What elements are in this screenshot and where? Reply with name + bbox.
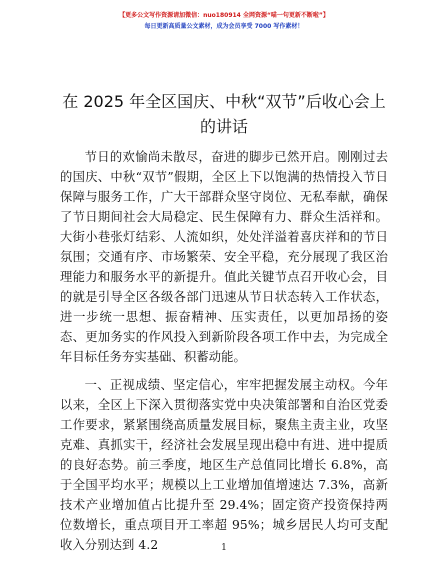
paragraph-intro: 节日的欢愉尚未散尽，奋进的脚步已然开启。刚刚过去的国庆、中秋“双节”假期，全区上下以饱满的热情投入节日保障与服务工作，广大干部群众坚守岗位、无私奉献，确保了节日期间社会大局稳定、民生保障有力、群众生活祥和。大街小巷张灯结彩、人流如织，处处洋溢着喜庆祥和的节日氛围；交通有序、市场繁荣、安全平稳，充分展现了我区治理能力和服务水平的新提升。值此关键节点召开收心会，目的就是引导全区各级各部门迅速从节日状态转入工作状态，进一步统一思想、振奋精神、压实责任，以更加昂扬的姿态、更加务实的作风投入到新阶段各项工作中去，为完成全年目标任务夯实基础、积蓄动能。 bbox=[60, 150, 388, 364]
document-body bbox=[60, 147, 388, 555]
page-number: 1 bbox=[221, 543, 227, 553]
paragraph-section-1: 一、正视成绩、坚定信心，牢牢把握发展主动权。今年以来，全区上下深入贯彻落实党中央决策部署和自治区党委工作要求，紧紧围绕高质量发展目标，聚焦主责主业，攻坚克难、真抓实干，经济社会发展呈现出稳中有进、进中提质的良好态势。前三季度，地区生产总值同比增长 6.8%，高于全国平均水平；规模以上工业增加值增速达 7.3%，高新技术产业增加值占比提升至 29.4%；固定资产投资保持两位数增长，重点项目开工率超 95%；城乡居民人均可支配收入分别达到 4.2 bbox=[60, 378, 388, 552]
promo-banner-line-1: 【更多公文写作资源请加微信：nuo180914 全网资源“喵一句更新不断啦”】 bbox=[119, 12, 329, 19]
promo-banner-line-2: 每日更新高质量公文素材，成为会员享受 7000 写作素材！ bbox=[144, 23, 304, 30]
document-title: 在 2025 年全区国庆、中秋“双节”后收心会上的讲话 bbox=[62, 92, 386, 136]
